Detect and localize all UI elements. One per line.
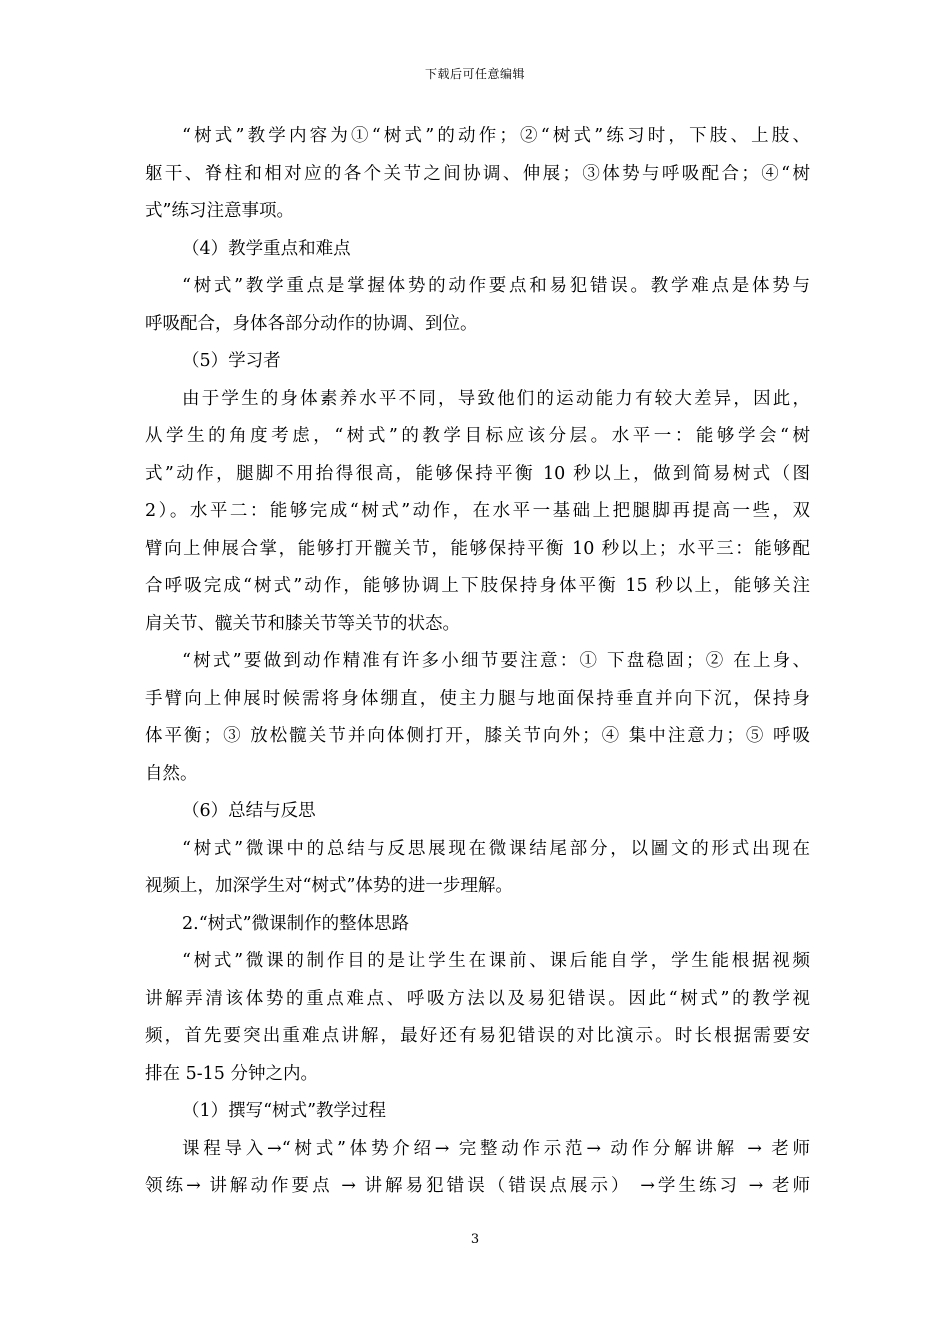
paragraph-line: 手臂向上伸展时候需将身体绷直，使主力腿与地面保持垂直并向下沉，保持身 (145, 688, 810, 709)
paragraph-line: 臂向上伸展合掌，能够打开髋关节，能够保持平衡 10 秒以上；水平三：能够配 (145, 538, 810, 559)
paragraph-line: “树式”教学内容为①“树式”的动作；②“树式”练习时，下肢、上肢、 (182, 126, 810, 146)
section-heading: （6）总结与反思 (182, 801, 316, 821)
paragraph-line: “树式”教学重点是掌握体势的动作要点和易犯错误。教学难点是体势与 (182, 276, 810, 296)
section-heading: （1）撰写“树式”教学过程 (182, 1101, 387, 1121)
paragraph-line: 躯干、脊柱和相对应的各个关节之间协调、伸展；③体势与呼吸配合；④“树 (145, 163, 810, 184)
paragraph-line: 课程导入→“树式”体势介绍→ 完整动作示范→ 动作分解讲解 → 老师 (182, 1138, 810, 1159)
paragraph-line: 合呼吸完成“树式”动作，能够协调上下肢保持身体平衡 15 秒以上，能够关注 (145, 576, 810, 596)
paragraph-line: 讲解弄清该体势的重点难点、呼吸方法以及易犯错误。因此“树式”的教学视 (145, 988, 810, 1009)
paragraph-line: 排在 5-15 分钟之内。 (145, 1063, 318, 1084)
paragraph-line: 2）。水平二：能够完成“树式”动作，在水平一基础上把腿脚再提高一些，双 (145, 501, 810, 521)
paragraph-line: 肩关节、髋关节和膝关节等关节的状态。 (145, 613, 460, 634)
paragraph-line: 体平衡；③ 放松髋关节并向体侧打开，膝关节向外；④ 集中注意力；⑤ 呼吸 (145, 726, 810, 746)
paragraph-line: 从学生的角度考虑，“树式”的教学目标应该分层。水平一：能够学会“树 (145, 426, 810, 446)
paragraph-line: 由于学生的身体素养水平不同，导致他们的运动能力有较大差异，因此， (182, 388, 810, 409)
paragraph-line: 频，首先要突出重难点讲解，最好还有易犯错误的对比演示。时长根据需要安 (145, 1026, 810, 1046)
paragraph-line: 式”动作，腿脚不用抬得很高，能够保持平衡 10 秒以上，做到简易树式（图 (145, 463, 810, 484)
document-body (145, 118, 810, 1206)
paragraph-line: “树式”微课中的总结与反思展现在微课结尾部分，以圖文的形式出现在 (182, 838, 810, 859)
page-header: 下载后可任意编辑 (424, 67, 525, 81)
section-heading: 2.“树式”微课制作的整体思路 (182, 913, 410, 934)
section-heading: （4）教学重点和难点 (182, 238, 351, 259)
page-number: 3 (470, 1232, 480, 1247)
paragraph-line: 呼吸配合，身体各部分动作的协调、到位。 (145, 313, 478, 334)
paragraph-line: 式”练习注意事项。 (145, 201, 294, 221)
paragraph-line: “树式”微课的制作目的是让学生在课前、课后能自学，学生能根据视频 (182, 951, 810, 971)
paragraph-line: 自然。 (145, 763, 198, 784)
paragraph-line: “树式”要做到动作精准有许多小细节要注意：① 下盘稳固；② 在上身、 (182, 651, 810, 671)
section-heading: （5）学习者 (182, 351, 281, 371)
paragraph-line: 视频上，加深学生对“树式”体势的进一步理解。 (145, 876, 513, 896)
paragraph-line: 领练→ 讲解动作要点 → 讲解易犯错误（错误点展示） →学生练习 → 老师 (145, 1176, 810, 1196)
